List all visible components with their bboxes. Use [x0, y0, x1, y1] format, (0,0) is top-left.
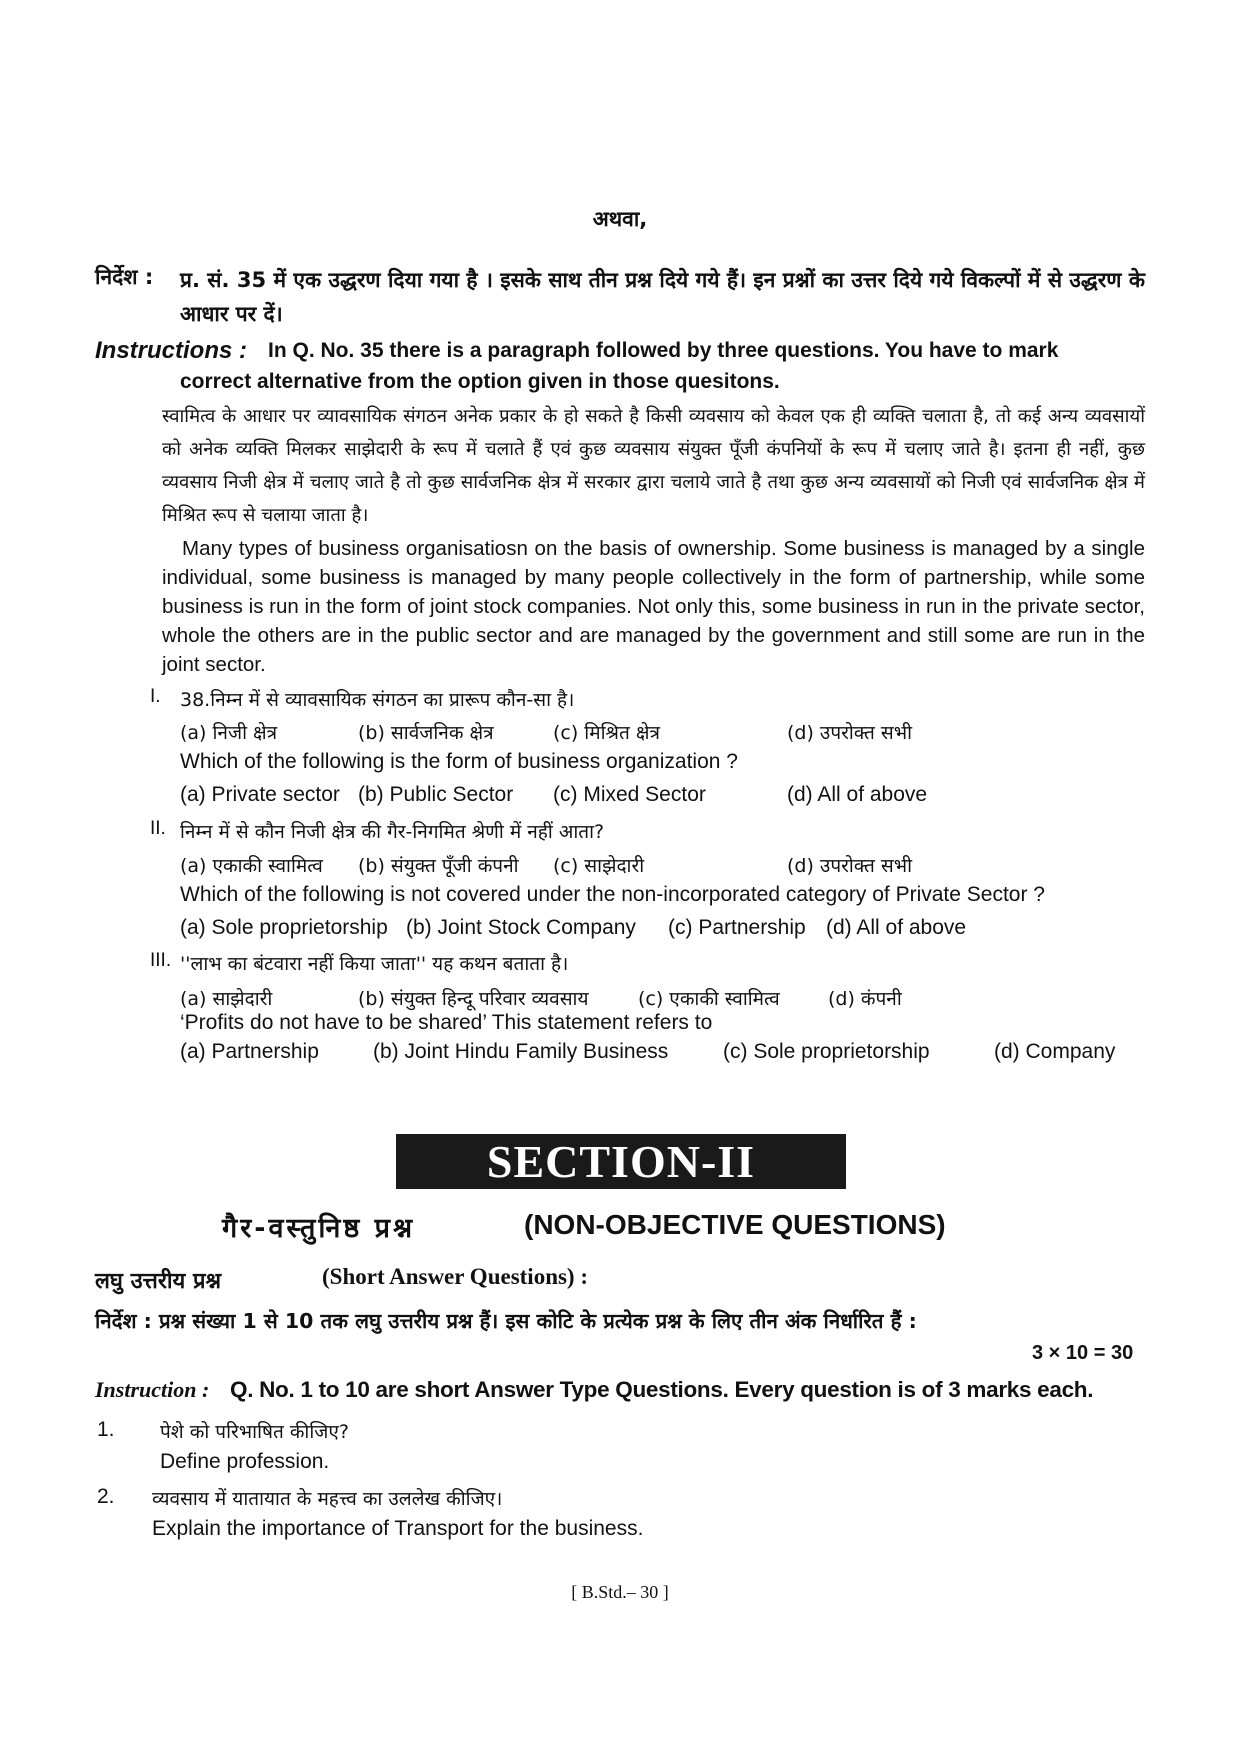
instructions-line-2: correct alternative from the option given in those quesitons.	[180, 370, 780, 393]
short-question-number: 1.	[97, 1418, 115, 1441]
question-hindi: ''लाभ का बंटवारा नहीं किया जाता'' यह कथन बताता है।	[180, 953, 569, 975]
option-hindi: (d) उपरोक्त सभी	[787, 722, 912, 744]
option-hindi: (b) संयुक्त हिन्दू परिवार व्यवसाय	[358, 988, 589, 1010]
option-english: (d) All of above	[826, 916, 967, 939]
section-banner	[396, 1134, 846, 1189]
option-hindi: (d) उपरोक्त सभी	[787, 855, 912, 877]
section-instruction-text: Q. No. 1 to 10 are short Answer Type Questions. Every question is of 3 marks each.	[230, 1377, 1094, 1402]
option-english: (d) Company	[994, 1040, 1116, 1063]
option-hindi: (c) मिश्रित क्षेत्र	[553, 722, 660, 744]
directions-text: प्र. सं. 35 में एक उद्धरण दिया गया है । इसके साथ तीन प्रश्न दिये गये हैं। इन प्रश्नों का उत्तर दिये गये विकल्पों में से उद्धरण के आधार पर दें।	[180, 268, 1145, 326]
section-subtitle-english: (NON-OBJECTIVE QUESTIONS)	[524, 1209, 946, 1240]
option-hindi: (a) साझेदारी	[180, 988, 273, 1010]
option-hindi: (c) एकाकी स्वामित्व	[638, 988, 780, 1010]
option-hindi: (a) निजी क्षेत्र	[180, 722, 278, 744]
section-instruction-label: Instruction :	[95, 1377, 210, 1402]
option-hindi: (d) कंपनी	[828, 988, 902, 1010]
question-english: Which of the following is the form of business organization ?	[180, 750, 738, 773]
short-question-number: 2.	[97, 1485, 115, 1508]
marks-summary: 3 × 10 = 30	[1032, 1342, 1134, 1364]
instructions-label: Instructions :	[95, 337, 248, 364]
question-english: ‘Profits do not have to be shared’ This statement refers to	[180, 1011, 713, 1034]
question-hindi: निम्न में से कौन निजी क्षेत्र की गैर-निगमित श्रेणी में नहीं आता?	[180, 821, 605, 843]
or-heading: अथवा,	[592, 207, 648, 231]
short-question-hindi: पेशे को परिभाषित कीजिए?	[160, 1421, 349, 1443]
option-english: (b) Joint Hindu Family Business	[373, 1040, 669, 1063]
short-question-english: Define profession.	[160, 1450, 330, 1473]
short-answer-heading-hindi: लघु उत्तरीय प्रश्न	[95, 1269, 222, 1294]
passage-english: Many types of business organisatiosn on the basis of ownership. Some business is managed by a single individual, some business is managed by many people collectively in the form of partnership, while some business is run in the form of joint stock companies. Not only this, some business in run in the private sector, whole the others are in the public sector and are managed by the government and still some are run in the joint sector.	[162, 537, 1145, 676]
option-hindi: (b) सार्वजनिक क्षेत्र	[358, 722, 494, 744]
directions-label: निर्देश :	[95, 265, 154, 289]
section-directions: निर्देश : प्रश्न संख्या 1 से 10 तक लघु उत्तरीय प्रश्न हैं। इस कोटि के प्रत्येक प्रश्न के लिए तीन अंक निर्धारित हैं :	[95, 1309, 917, 1333]
question-number: II.	[150, 818, 166, 839]
option-english: (c) Sole proprietorship	[723, 1040, 930, 1063]
option-english: (b) Joint Stock Company	[406, 916, 636, 939]
page-footer: [ B.Std.– 30 ]	[571, 1582, 669, 1602]
option-hindi: (c) साझेदारी	[553, 855, 645, 877]
section-title: SECTION-II	[486, 1136, 756, 1187]
short-question-hindi: व्यवसाय में यातायात के महत्त्व का उललेख कीजिए।	[152, 1488, 503, 1510]
option-english: (c) Mixed Sector	[553, 783, 706, 806]
question-number: I.	[150, 686, 161, 707]
option-hindi: (b) संयुक्त पूँजी कंपनी	[358, 855, 519, 877]
short-answer-heading-english: (Short Answer Questions) :	[322, 1264, 589, 1289]
option-english: (a) Private sector	[180, 783, 340, 806]
option-english: (c) Partnership	[668, 916, 806, 939]
question-english: Which of the following is not covered under the non-incorporated category of Private Sector ?	[180, 883, 1045, 906]
section-subtitle-hindi: गैर-वस्तुनिष्ठ प्रश्न	[222, 1213, 416, 1244]
passage-hindi: स्वामित्व के आधार पर व्यावसायिक संगठन अनेक प्रकार के हो सकते है किसी व्यवसाय को केवल एक ही व्यक्ति चलाता है, तो कई अन्य व्यवसायों को अनेक व्यक्ति मिलकर साझेदारी के रूप में चलाते हैं एवं कुछ व्यवसाय संयुक्त पूँजी कंपनियों के रूप में चलाए जाते है। इतना ही नहीं, कुछ व्यवसाय निजी क्षेत्र में चलाए जाते है तो कुछ सार्वजनिक क्षेत्र में सरकार द्वारा चलाये जाते है तथा कुछ अन्य व्यवसायों को निजी एवं सार्वजनिक क्षेत्र में मिश्रित रूप से चलाया जाता है।	[162, 406, 1145, 526]
option-english: (a) Partnership	[180, 1040, 319, 1063]
option-english: (a) Sole proprietorship	[180, 916, 388, 939]
option-english: (b) Public Sector	[358, 783, 514, 806]
option-hindi: (a) एकाकी स्वामित्व	[180, 855, 323, 877]
instructions-line-1: In Q. No. 35 there is a paragraph followed by three questions. You have to mark	[268, 339, 1059, 362]
short-question-english: Explain the importance of Transport for the business.	[152, 1517, 644, 1540]
question-hindi: 38.निम्न में से व्यावसायिक संगठन का प्रारूप कौन-सा है।	[180, 689, 575, 711]
question-number: III.	[150, 950, 172, 971]
option-english: (d) All of above	[787, 783, 928, 806]
